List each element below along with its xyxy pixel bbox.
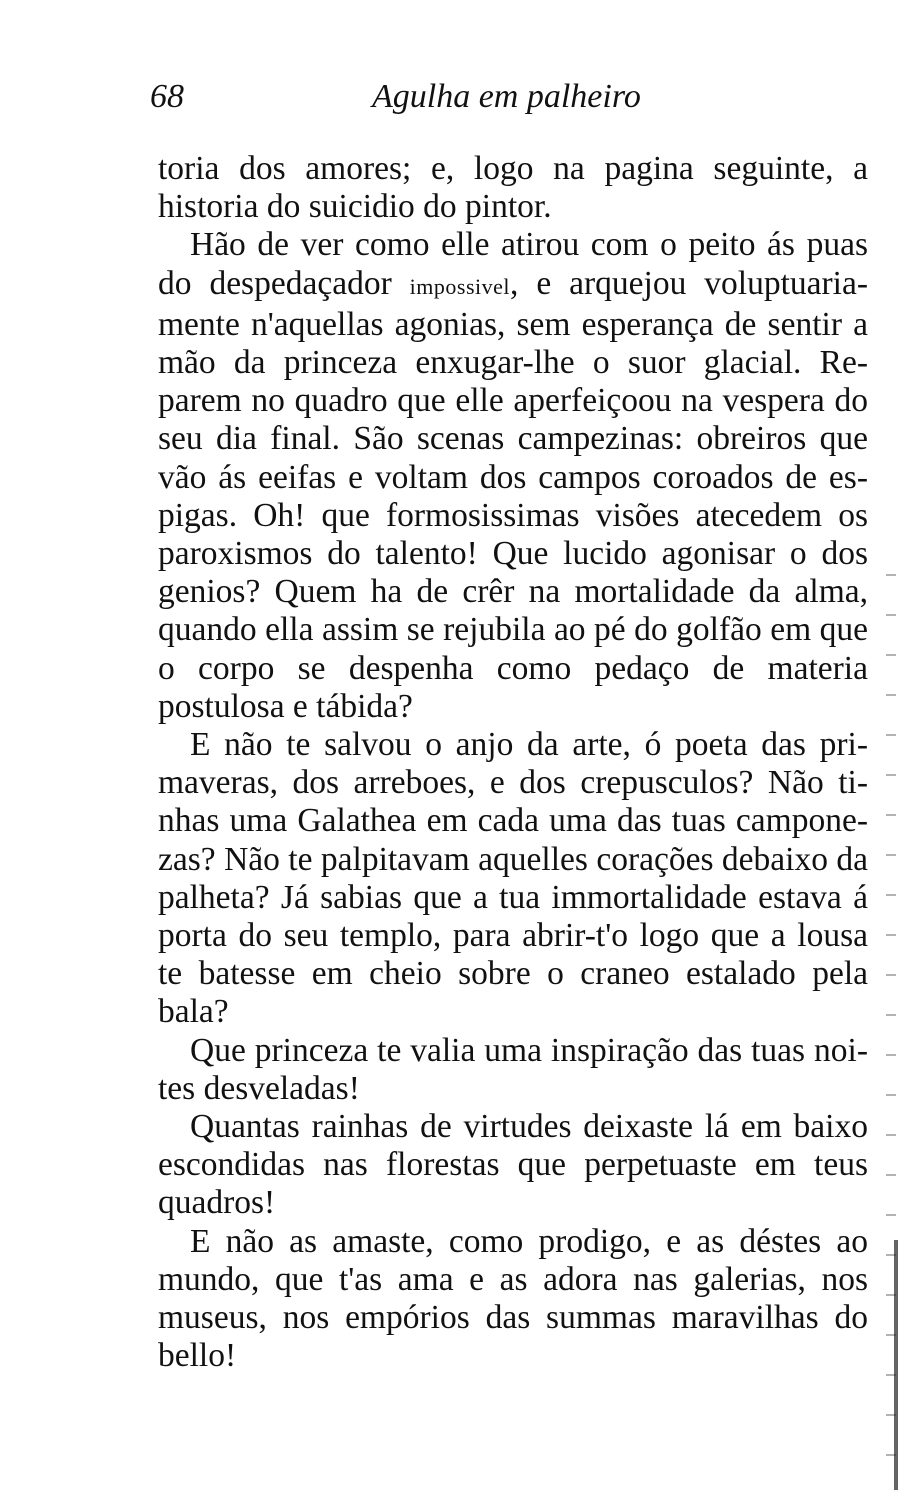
page-number: 68 [150,78,184,115]
text-body [158,150,868,1376]
smallcaps-word: impossivel [409,273,511,299]
paragraph-2: Hão de ver como elle atirou com o peito ás puas do despedaçador impossivel, e arquejou voluptuariamente n'aquellas agonias, sem esperança de sentir a mão da princeza enxugar-lhe o suor glacial. Reparem no quadro que elle aperfeiçoou na vespera do seu dia final. São scenas campezinas: obreiros que vão ás eeifas e voltam dos campos coroados de espigas. Oh! que formosissimas visões atecedem os paroxismos do talento! Que lucido agonisar o dos genios? Quem ha de crêr na mortalidade da alma, quando ella assim se rejubila ao pé do golfão em que o corpo se despenha como pedaço de materia postulosa e tábida? [158,226,868,725]
paragraph-6: E não as amaste, como prodigo, e as déstes ao mundo, que t'as ama e as adora nas galerias, nos museus, nos empórios das summas maravilhas do bello! [158,1222,868,1375]
page-header [150,78,870,118]
scan-edge-line [894,1240,898,1490]
paragraph-1: toria dos amores; e, logo na pagina seguinte, a historia do suicidio do pintor. [158,150,868,226]
paragraph-3: E não te salvou o anjo da arte, ó poeta das primaveras, dos arreboes, e dos crepusculos? Não tinhas uma Galathea em cada uma das tuas camponezas? Não te palpitavam aquelles corações debaixo da palheta? Já sabias que a tua immortalidade estava á porta do seu templo, para abrir-t'o logo que a lousa te batesse em cheio sobre o craneo estalado pela bala? [158,726,868,1031]
paragraph-5: Quantas rainhas de virtudes deixaste lá em baixo escondidas nas florestas que perpetuaste em teus quadros! [158,1108,868,1222]
running-title: Agulha em palheiro [372,78,641,115]
paragraph-4: Que princeza te valia uma inspiração das tuas noites desveladas! [158,1031,868,1107]
